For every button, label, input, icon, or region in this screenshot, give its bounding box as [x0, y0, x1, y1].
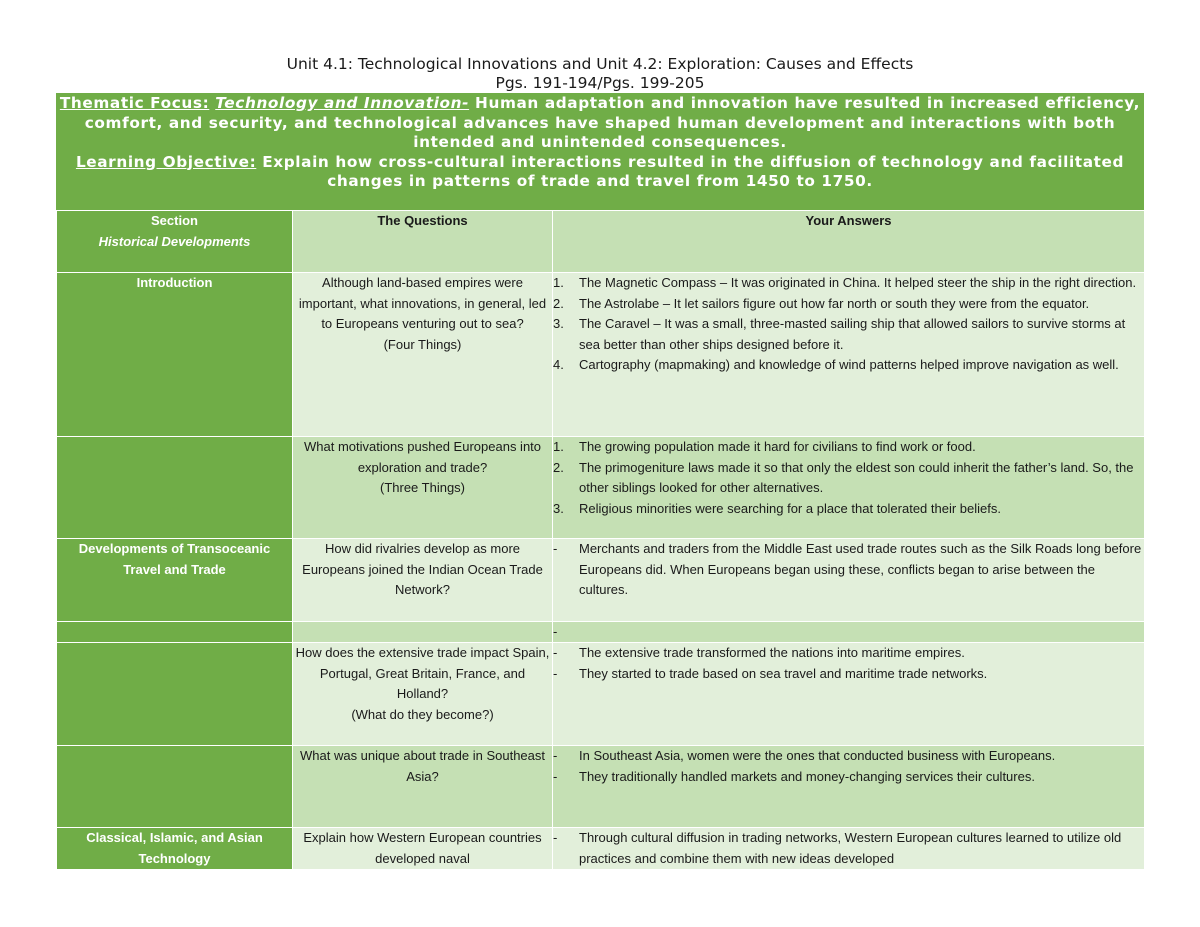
answer-cell[interactable]: [553, 828, 1145, 870]
answers-column-header: Your Answers: [553, 211, 1145, 273]
answer-item: [553, 458, 1144, 499]
list-marker: 3.: [553, 316, 564, 331]
section-header-sublabel: Historical Developments: [98, 233, 251, 249]
list-marker: -: [553, 665, 558, 681]
question-cell: [293, 437, 553, 539]
section-cell: [57, 746, 293, 828]
answer-text: Through cultural diffusion in trading networks, Western European cultures learned to utilize old practices and combine them with new ideas developed: [579, 830, 1122, 866]
answer-item: [553, 437, 1144, 458]
answer-item: [553, 746, 1144, 767]
answer-cell[interactable]: [553, 539, 1145, 622]
question-note: (Four Things): [383, 336, 462, 352]
page-reference: Pgs. 191-194/Pgs. 199-205: [495, 74, 705, 92]
list-marker: 4.: [553, 357, 564, 372]
answer-list: [553, 643, 1144, 684]
answer-cell[interactable]: [553, 746, 1145, 828]
question-note: (Three Things): [379, 480, 465, 495]
table-header-row: [57, 211, 1145, 273]
list-marker: 2.: [553, 459, 564, 475]
list-marker: -: [553, 768, 558, 784]
answer-list: [553, 539, 1144, 601]
table-row: [57, 746, 1145, 828]
notes-table: [56, 210, 1145, 870]
answer-text: In Southeast Asia, women were the ones that conducted business with Europeans.: [579, 748, 1056, 763]
answer-text: They started to trade based on sea travel and maritime trade networks.: [579, 665, 988, 681]
question-cell: [293, 539, 553, 622]
question-cell: [293, 643, 553, 746]
question-text: How does the extensive trade impact Spain, Portugal, Great Britain, France, and Holland?: [295, 645, 550, 701]
list-marker: -: [553, 748, 558, 763]
answer-cell[interactable]: [553, 437, 1145, 539]
answer-text: The extensive trade transformed the nations into maritime empires.: [579, 645, 965, 660]
section-cell: [57, 437, 293, 539]
section-cell: Developments of Transoceanic Travel and Trade: [57, 539, 293, 622]
answer-list: [553, 828, 1144, 869]
table-row: [57, 643, 1145, 746]
answer-item: [553, 643, 1144, 664]
list-marker: 2.: [553, 295, 564, 311]
learning-objective-text: Explain how cross-cultural interactions resulted in the diffusion of technology and facilitated changes in patterns of trade and travel from 1450 to 1750.: [262, 152, 1125, 190]
section-column-header: [57, 211, 293, 273]
answer-item: [553, 499, 1144, 520]
table-row: [57, 273, 1145, 437]
answer-list: [553, 746, 1144, 787]
answer-item: [553, 355, 1144, 376]
answer-text: They traditionally handled markets and money-changing services their cultures.: [579, 768, 1035, 784]
list-marker: 1.: [553, 439, 564, 454]
thematic-focus-text: Human adaptation and innovation have resulted in increased efficiency, comfort, and security, and technological advances have shaped human development and interactions with both intended and unintended consequences.: [84, 94, 1141, 151]
table-row: [57, 622, 1145, 643]
question-cell: [293, 828, 553, 870]
thematic-focus-topic: Technology and Innovation-: [215, 94, 470, 112]
list-marker: -: [553, 624, 558, 639]
answer-item: [553, 314, 1144, 355]
answer-cell[interactable]: [553, 273, 1145, 437]
answer-item: [553, 273, 1144, 294]
thematic-banner: [56, 93, 1144, 210]
answer-item: [553, 767, 1144, 788]
section-cell: [57, 643, 293, 746]
answer-cell[interactable]: [553, 643, 1145, 746]
section-cell: Classical, Islamic, and Asian Technology: [57, 828, 293, 870]
question-text: Although land-based empires were important, what innovations, in general, led to Europeans venturing out to sea?: [298, 275, 547, 331]
list-marker: -: [553, 830, 558, 845]
answer-cell[interactable]: [553, 622, 1145, 643]
section-cell: [57, 622, 293, 643]
answer-list: [553, 437, 1144, 519]
list-marker: 1.: [553, 275, 564, 290]
question-note: (What do they become?): [351, 706, 494, 722]
question-cell: [293, 746, 553, 828]
answer-text: The primogeniture laws made it so that only the eldest son could inherit the father’s land. So, the other siblings looked for other alternatives.: [579, 459, 1134, 495]
section-cell: Introduction: [57, 273, 293, 437]
answer-text: Cartography (mapmaking) and knowledge of wind patterns helped improve navigation as well.: [579, 357, 1119, 372]
list-marker: 3.: [553, 500, 564, 516]
table-row: [57, 539, 1145, 622]
learning-objective-label: Learning Objective:: [75, 152, 257, 171]
answer-text: The Astrolabe – It let sailors figure out how far north or south they were from the equator.: [579, 295, 1090, 311]
answer-text: Religious minorities were searching for a place that tolerated their beliefs.: [579, 500, 1001, 516]
document-title: Unit 4.1: Technological Innovations and Unit 4.2: Exploration: Causes and Effects: [286, 55, 914, 73]
table-row: [57, 437, 1145, 539]
table-row: [57, 828, 1145, 870]
question-text: What motivations pushed Europeans into exploration and trade?: [303, 439, 542, 475]
answer-text: The Caravel – It was a small, three-masted sailing ship that allowed sailors to survive storms at sea better than other ships designed before it.: [579, 316, 1126, 352]
answer-item: [553, 828, 1144, 869]
list-marker: -: [553, 541, 558, 556]
answer-text: Merchants and traders from the Middle East used trade routes such as the Silk Roads long before Europeans did. When Europeans began using these, conflicts began to arise between the cultures.: [579, 541, 1142, 597]
question-cell: [293, 273, 553, 437]
answer-item: [553, 539, 1144, 601]
answer-text: The Magnetic Compass – It was originated in China. It helped steer the ship in the right direction.: [579, 275, 1137, 290]
question-text: What was unique about trade in Southeast Asia?: [300, 748, 545, 784]
questions-column-header: The Questions: [293, 211, 553, 273]
question-text: Explain how Western European countries developed naval: [303, 830, 542, 866]
answer-text: The growing population made it hard for civilians to find work or food.: [579, 439, 976, 454]
answer-item: [553, 294, 1144, 315]
question-cell: [293, 622, 553, 643]
thematic-focus-label: Thematic Focus:: [59, 94, 210, 112]
answer-list: [553, 273, 1144, 376]
answer-item: [553, 664, 1144, 685]
list-marker: -: [553, 645, 558, 660]
section-header-label: Section: [151, 213, 198, 228]
question-text: How did rivalries develop as more Europeans joined the Indian Ocean Trade Network?: [302, 541, 543, 597]
